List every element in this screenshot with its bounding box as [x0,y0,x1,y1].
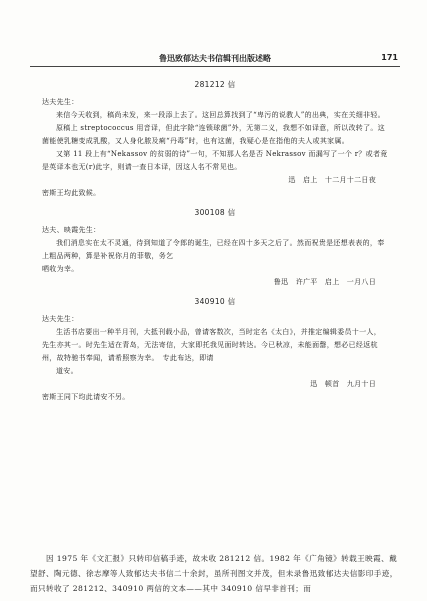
letter-paragraph: 我们消息实在太不灵通，待到知道了令郎的诞生，已经在四十多天之后了。然而祝贵是还想表表的，奉上粗品两种，算是补祝你月的菲敬，务乞 [42,239,385,260]
letter-paragraph: 来信今天收到，稿尚未发，来一段添上去了。这回总算找到了“卑污的说教人”的出典，实在关细非轻。 [56,111,385,119]
letters-block [42,76,388,404]
letter-signature: 迅 顿首 九月十日 [310,380,376,388]
letter-paragraph: 又第 11 段上有“Nekassov 的贫弱的诗”一句，不知那人名是否 Nekrassov 而漏写了一个 r？或者竟是英译本也无(r)此字，则请一查日本译，因这人名不常见也。 [42,150,388,171]
running-header [30,52,400,67]
letter-salutation: 达夫先生： [42,315,79,323]
letter-signature: 鲁迅 许广平 启上 一月八日 [273,278,376,286]
letter-signature: 迅 启上 十二月十二日夜 [288,176,376,184]
running-title: 鲁迅致郁达夫书信辑刊出版述略 [159,54,271,63]
letter-postscript: 密斯王均此致候。 [42,189,101,197]
letter-heading: 300108 信 [194,208,236,217]
letter-heading: 340910 信 [194,297,236,306]
letter-postscript: 密斯王同下均此请安不另。 [42,393,130,401]
letter-salutation: 达夫先生： [42,98,79,106]
letter-heading: 281212 信 [194,80,236,89]
letter-paragraph: 生活书店要出一种半月刊，大抵刊载小品，曾请客数次，当时定名《太白》，并推定编辑委员十一人，先生亦其一。时先生适在青岛，无法寄信，大家即托我见面时转达。今已秋凉，未能面罄，想必已经返杭州，故特驰书奉闻，请希照察为幸。 专此布达，即请 [42,328,381,362]
letter-paragraph: 原稿上 streptococcus 用音译，但此字除“连锁球菌”外，无第二义，我想不如译意，所以改转了。这菌能使乳糖变成乳酸，又人身化脓及痢“丹毒”时，也有这菌，我疑心是在指他的夫人或其家属。 [42,124,385,145]
body-paragraph: 因 1975 年《文汇报》只转印信稿手迹，故未收 281212 信。1982 年《广角镜》转载王映霞、戴望舒、陶元德、徐志摩等人致郁达夫书信二十余封，虽所刊图文并茂，但未录鲁迅致郁达夫信影印手迹，而只转收了 281212、340910 两信的文本——其中 340910 信早非首刊；而 [30,553,398,593]
letter-closing: 道安。 [56,367,78,375]
letter-salutation: 达夫、映霞先生： [42,226,101,234]
page-number: 171 [381,53,398,62]
letter-closing: 哂收为幸。 [42,265,79,273]
